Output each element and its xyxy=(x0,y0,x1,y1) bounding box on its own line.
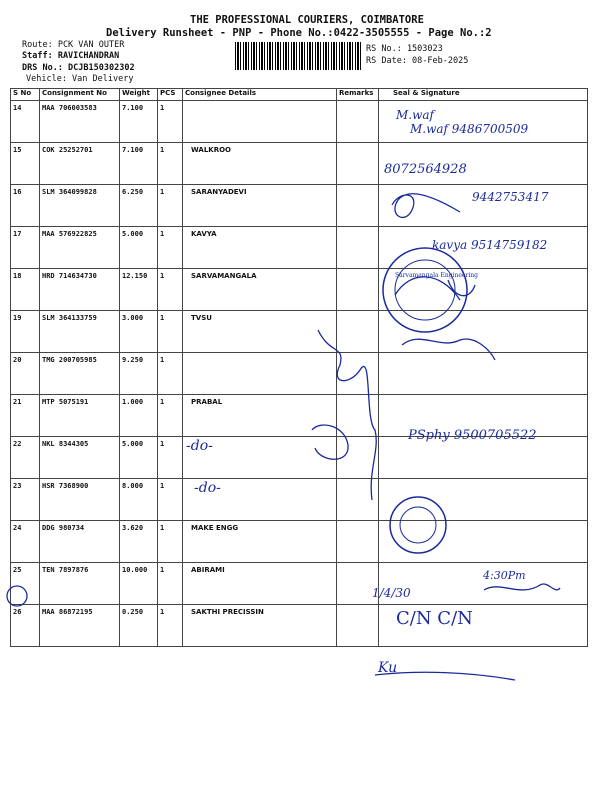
pcs-cell: 1 xyxy=(158,437,183,479)
weight-cell: 7.100 xyxy=(120,101,158,143)
consignment-cell: HRD 714634730 xyxy=(40,269,120,311)
consignment-cell: HSR 7368900 xyxy=(40,479,120,521)
sno-cell: 14 xyxy=(11,101,40,143)
weight-cell: 8.000 xyxy=(120,479,158,521)
sno-cell: 15 xyxy=(11,143,40,185)
signature-row16 xyxy=(392,194,460,218)
pcs-cell: 1 xyxy=(158,479,183,521)
consignment-cell: COK 25252701 xyxy=(40,143,120,185)
handwriting-row15: 8072564928 xyxy=(384,162,467,177)
weight-cell: 1.000 xyxy=(120,395,158,437)
weight-cell: 5.000 xyxy=(120,437,158,479)
handwriting-row14-name: M.waf xyxy=(396,108,434,122)
stamp-text: Sarvamangala Engineering xyxy=(395,272,478,279)
bottom-line xyxy=(375,672,515,680)
col-header-signature: Seal & Signature xyxy=(379,89,588,101)
stamp-row24 xyxy=(390,497,446,553)
weight-cell: 3.620 xyxy=(120,521,158,563)
document-subtitle: Delivery Runsheet - PNP - Phone No.:0422-3505555 - Page No.:2 xyxy=(106,27,492,39)
handwriting-row22-ditto: -do- xyxy=(186,438,213,454)
handwriting-bottom: Ku xyxy=(378,660,398,676)
weight-cell: 7.100 xyxy=(120,143,158,185)
consignment-cell: DDG 980734 xyxy=(40,521,120,563)
consignment-cell: SLM 364099828 xyxy=(40,185,120,227)
pcs-cell: 1 xyxy=(158,227,183,269)
stamp-row18 xyxy=(383,248,467,332)
col-header-consignment: Consignment No xyxy=(40,89,120,101)
sno-cell: 20 xyxy=(11,353,40,395)
consignment-cell: MTP 5075191 xyxy=(40,395,120,437)
pcs-cell: 1 xyxy=(158,269,183,311)
route-label: Route: PCK VAN OUTER xyxy=(22,40,125,50)
document-title: THE PROFESSIONAL COURIERS, COIMBATORE xyxy=(190,14,424,26)
pcs-cell: 1 xyxy=(158,143,183,185)
consignee-cell: TVSU xyxy=(183,311,337,353)
weight-cell: 6.250 xyxy=(120,185,158,227)
weight-cell: 10.000 xyxy=(120,563,158,605)
consignment-cell: SLM 364133759 xyxy=(40,311,120,353)
consignee-cell: ABIRAMI xyxy=(183,563,337,605)
sno-cell: 17 xyxy=(11,227,40,269)
rs-date: RS Date: 08-Feb-2025 xyxy=(366,56,469,66)
sno-cell: 22 xyxy=(11,437,40,479)
col-header-pcs: PCS xyxy=(158,89,183,101)
signature-row18 xyxy=(395,277,475,300)
signature-rows19-23 xyxy=(318,330,376,500)
handwriting-row22-phone: PSphy 9500705522 xyxy=(408,428,537,443)
consignment-cell: TMG 200705985 xyxy=(40,353,120,395)
drs-number: DRS No.: DCJB150302302 xyxy=(22,63,135,73)
col-header-weight: Weight xyxy=(120,89,158,101)
pcs-cell: 1 xyxy=(158,605,183,647)
handwriting-row14: M.waf 9486700509 xyxy=(410,122,529,136)
rs-number: RS No.: 1503023 xyxy=(366,44,443,54)
consignment-cell: MAA 706003583 xyxy=(40,101,120,143)
consignee-cell: WALKROO xyxy=(183,143,337,185)
handwriting-row26-time: 4:30Pm xyxy=(483,569,526,582)
sno-cell: 16 xyxy=(11,185,40,227)
pcs-cell: 1 xyxy=(158,101,183,143)
handwriting-row26-cn: C/N C/N xyxy=(396,608,473,629)
pcs-cell: 1 xyxy=(158,185,183,227)
consignee-cell: PRABAL xyxy=(183,395,337,437)
vehicle-label: Vehicle: Van Delivery xyxy=(26,74,134,84)
sno-cell: 26 xyxy=(11,605,40,647)
sno-cell: 25 xyxy=(11,563,40,605)
weight-cell: 9.250 xyxy=(120,353,158,395)
consignee-cell: SARANYADEVI xyxy=(183,185,337,227)
row26-circle-mark xyxy=(7,586,27,606)
handwriting-row16: 9442753417 xyxy=(472,190,549,204)
consignment-cell: MAA 86872195 xyxy=(40,605,120,647)
sno-cell: 19 xyxy=(11,311,40,353)
handwriting-row26-date: 1/4/30 xyxy=(372,586,411,600)
pcs-cell: 1 xyxy=(158,311,183,353)
signature-row26 xyxy=(484,584,560,590)
weight-cell: 3.000 xyxy=(120,311,158,353)
sno-cell: 24 xyxy=(11,521,40,563)
staff-label: Staff: RAVICHANDRAN xyxy=(22,51,120,61)
sno-cell: 23 xyxy=(11,479,40,521)
consignee-cell: SAKTHI PRECISSIN xyxy=(183,605,337,647)
sno-cell: 21 xyxy=(11,395,40,437)
col-header-sno: S No xyxy=(11,89,40,101)
consignment-cell: NKL 8344305 xyxy=(40,437,120,479)
pcs-cell: 1 xyxy=(158,563,183,605)
consignee-cell: KAVYA xyxy=(183,227,337,269)
sno-cell: 18 xyxy=(11,269,40,311)
col-header-consignee: Consignee Details xyxy=(183,89,337,101)
consignment-cell: MAA 576922825 xyxy=(40,227,120,269)
pcs-cell: 1 xyxy=(158,521,183,563)
pcs-cell: 1 xyxy=(158,353,183,395)
weight-cell: 5.000 xyxy=(120,227,158,269)
consignee-cell: MAKE ENGG xyxy=(183,521,337,563)
weight-cell: 0.250 xyxy=(120,605,158,647)
consignee-cell: SARVAMANGALA xyxy=(183,269,337,311)
weight-cell: 12.150 xyxy=(120,269,158,311)
col-header-remarks: Remarks xyxy=(337,89,379,101)
handwriting-row17: kavya 9514759182 xyxy=(432,238,548,252)
consignment-cell: TEN 7897876 xyxy=(40,563,120,605)
handwriting-row23-ditto: -do- xyxy=(194,480,221,496)
pcs-cell: 1 xyxy=(158,395,183,437)
